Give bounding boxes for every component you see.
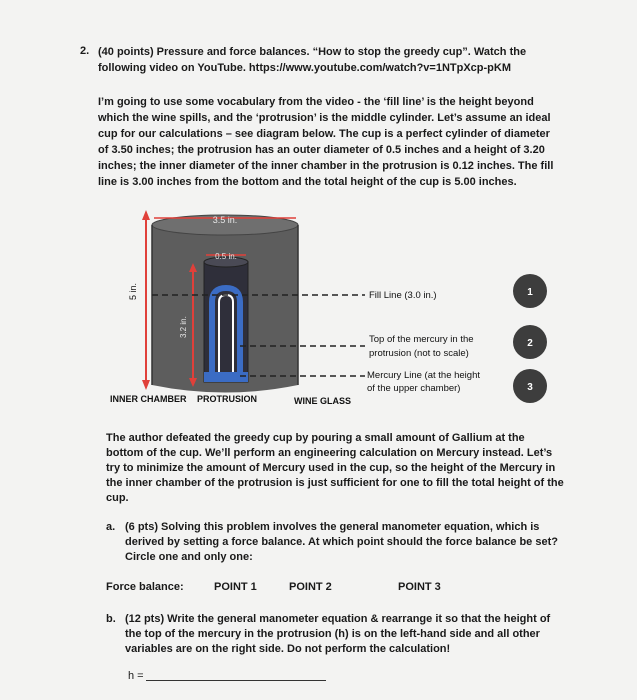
mercury-line-label-1: Mercury Line (at the height xyxy=(367,370,481,381)
part-a-line: derived by setting a force balance. At which point should the force balance be set? xyxy=(125,536,558,548)
body-line: cup. xyxy=(106,492,129,504)
fill-line-label: Fill Line (3.0 in.) xyxy=(369,290,437,301)
inner-chamber-label: INNER CHAMBER xyxy=(110,394,187,404)
question-title-line-2: following video on YouTube. https://www.youtube.com/watch?v=1NTpXcp-pKM xyxy=(98,62,512,74)
part-a-line: (6 pts) Solving this problem involves the general manometer equation, which is xyxy=(125,521,540,533)
intro-line: I’m going to use some vocabulary from the video - the ‘fill line’ is the height beyond xyxy=(98,96,534,108)
point-1-label: 1 xyxy=(527,287,533,298)
question-number: 2. xyxy=(80,45,90,57)
part-a-line: Circle one and only one: xyxy=(125,551,253,563)
dim-width-label: 3.5 in. xyxy=(212,215,238,225)
top-mercury-label-1: Top of the mercury in the xyxy=(369,334,474,345)
intro-line: line is 3.00 inches from the bottom and the total height of the cup is 5.00 inches. xyxy=(98,176,517,188)
part-b-line: (12 pts) Write the general manometer equation & rearrange it so that the height of xyxy=(125,613,551,625)
top-mercury-label-2: protrusion (not to scale) xyxy=(369,348,469,359)
part-b-line: the top of the mercury in the protrusion (h) is on the left-hand side and all other xyxy=(125,628,540,640)
point-2-label: 2 xyxy=(527,338,533,349)
answer-line[interactable] xyxy=(146,680,326,681)
wine-glass-label: WINE GLASS xyxy=(294,396,352,406)
part-b-line: variables are on the right side. Do not perform the calculation! xyxy=(125,643,451,655)
intro-line: cup for our calculations – see diagram below. The cup is a perfect cylinder of diameter xyxy=(98,128,550,140)
height-arrow-head xyxy=(142,210,150,220)
dim-protrusion-height-label: 3.2 in. xyxy=(179,316,188,338)
mercury-base xyxy=(204,372,248,382)
option-point-1[interactable]: POINT 1 xyxy=(214,581,257,593)
option-point-2[interactable]: POINT 2 xyxy=(289,581,332,593)
body-line: try to minimize the amount of Mercury used in the cup, so the height of the Mercury in xyxy=(106,462,556,474)
body-line: the inner chamber of the protrusion is just sufficient for one to fill the total height of the xyxy=(106,477,564,489)
part-a-marker: a. xyxy=(106,521,116,533)
height-arrow-tail xyxy=(142,380,150,390)
part-b-marker: b. xyxy=(106,613,116,625)
intro-line: inches; the inner diameter of the inner chamber in the protrusion is 0.12 inches. The fill xyxy=(98,160,554,172)
point-3-label: 3 xyxy=(527,382,533,393)
dim-height-label: 5 in. xyxy=(128,282,138,300)
force-balance-label: Force balance: xyxy=(106,581,184,593)
body-line: The author defeated the greedy cup by pouring a small amount of Gallium at the xyxy=(106,432,525,444)
dim-protrusion-label: 0.5 in. xyxy=(215,252,237,261)
question-title-line-1: (40 points) Pressure and force balances. “How to stop the greedy cup”. Watch the xyxy=(98,46,527,58)
option-point-3[interactable]: POINT 3 xyxy=(398,581,441,593)
protrusion-label: PROTRUSION xyxy=(197,394,258,404)
answer-label: h = xyxy=(128,670,144,682)
mercury-line-label-2: of the upper chamber) xyxy=(367,383,461,394)
intro-line: of 3.50 inches; the protrusion has an outer diameter of 0.5 inches and a height of 3.20 xyxy=(98,144,545,156)
intro-line: which the wine spills, and the ‘protrusion’ is the middle cylinder. Let’s assume an ideal xyxy=(98,112,551,124)
body-line: bottom of the cup. We’ll perform an engineering calculation on Mercury instead. Let’s xyxy=(106,447,553,459)
